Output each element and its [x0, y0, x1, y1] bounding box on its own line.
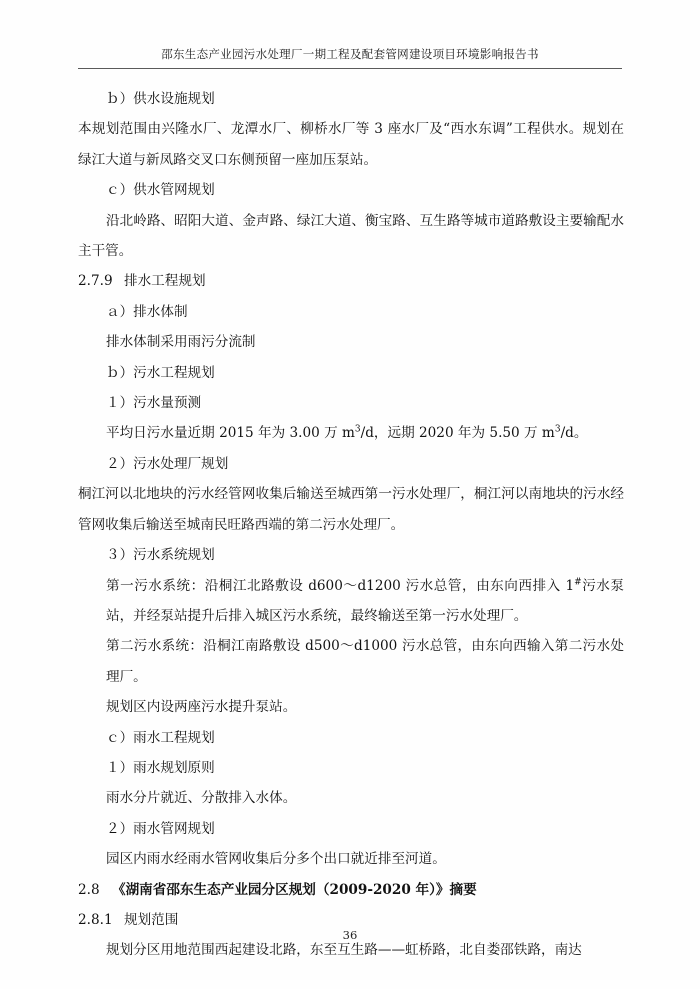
- paragraph-pump-stations: 规划区内设两座污水提升泵站。: [106, 699, 297, 716]
- sewage-forecast-text-1: 平均日污水量近期 2015 年为 3.00 万 m: [106, 425, 355, 442]
- paragraph-stormwater-network-body: 园区内雨水经雨水管网收集后分多个出口就近排至河道。: [106, 851, 446, 868]
- paragraph-b-sewage-project-heading: ｂ）污水工程规划: [106, 364, 215, 381]
- document-body: [78, 84, 624, 966]
- paragraph-water-network-body: 沿北岭路、昭阳大道、金声路、绿江大道、衡宝路、互生路等城市道路敷设主要输配水主干管。: [78, 212, 624, 260]
- paragraph-sewage-plant-body: 桐江河以北地块的污水经管网收集后输送至城西第一污水处理厂，桐江河以南地块的污水经管网收集后输送至城南民旺路西端的第二污水处理厂。: [78, 486, 624, 533]
- page-header: 邵东生态产业园污水处理厂一期工程及配套管网建设项目环境影响报告书: [161, 47, 539, 61]
- paragraph-c-water-network-heading: ｃ）供水管网规划: [106, 182, 215, 199]
- paragraph-planning-scope-body: 规划分区用地范围西起建设北路，东至互生路——虹桥路，北自娄邵铁路，南达: [106, 942, 582, 959]
- sewage-forecast-superscript-1: 3: [354, 424, 361, 435]
- paragraph-1-stormwater-principle-heading: １）雨水规划原则: [106, 759, 215, 776]
- section-heading-2-7-9: [78, 266, 624, 296]
- section-number-2-7-9: 2.7.9: [78, 273, 113, 290]
- paragraph-2-sewage-plant-heading: ２）污水处理厂规划: [106, 455, 229, 472]
- first-sewage-system-superscript: #: [574, 576, 582, 587]
- sewage-forecast-superscript-2: 3: [554, 424, 561, 435]
- first-sewage-system-text-2: 污水泵站，并经泵站提升后排入城区污水系统，最终输送至第一污水处理厂。: [106, 577, 624, 624]
- section-number-2-8: 2.8: [78, 881, 100, 898]
- header-divider: [78, 68, 622, 69]
- section-number-2-8-1: 2.8.1: [78, 911, 113, 928]
- paragraph-sewage-forecast-body: [78, 418, 624, 448]
- paragraph-1-sewage-forecast-heading: １）污水量预测: [106, 395, 202, 412]
- section-heading-2-8: [78, 875, 624, 905]
- sewage-forecast-text-2: /d，远期 2020 年为 5.50 万 m: [360, 425, 555, 442]
- paragraph-second-sewage-system: 第二污水系统：沿桐江南路敷设 d500～d1000 污水总管，由东向西输入第二污水处理厂。: [106, 638, 624, 685]
- paragraph-drainage-system-body: 排水体制采用雨污分流制: [106, 334, 256, 351]
- paragraph-a-drainage-system-heading: ａ）排水体制: [106, 303, 188, 320]
- paragraph-first-sewage-system: [78, 571, 624, 632]
- first-sewage-system-text-1: 第一污水系统：沿桐江北路敷设 d600～d1200 污水总管，由东向西排入 1: [106, 577, 575, 594]
- paragraph-3-sewage-network-heading: ３）污水系统规划: [106, 547, 215, 564]
- paragraph-water-facility-body: 本规划范围由兴隆水厂、龙潭水厂、柳桥水厂等 3 座水厂及“西水东调”工程供水。规划在绿江大道与新凤路交叉口东侧预留一座加压泵站。: [78, 121, 624, 168]
- paragraph-stormwater-principle-body: 雨水分片就近、分散排入水体。: [106, 790, 297, 807]
- sewage-forecast-text-3: /d。: [560, 425, 588, 442]
- paragraph-2-stormwater-network-heading: ２）雨水管网规划: [106, 820, 215, 837]
- paragraph-b-water-facility-heading: ｂ）供水设施规划: [106, 91, 215, 107]
- section-title-2-8-1: 规划范围: [124, 911, 179, 928]
- page-number: 36: [342, 928, 358, 942]
- section-title-2-8: 《湖南省邵东生态产业园分区规划（2009-2020 年）》摘要: [112, 881, 477, 898]
- section-title-2-7-9: 排水工程规划: [124, 273, 206, 290]
- paragraph-c-stormwater-heading: ｃ）雨水工程规划: [106, 729, 215, 746]
